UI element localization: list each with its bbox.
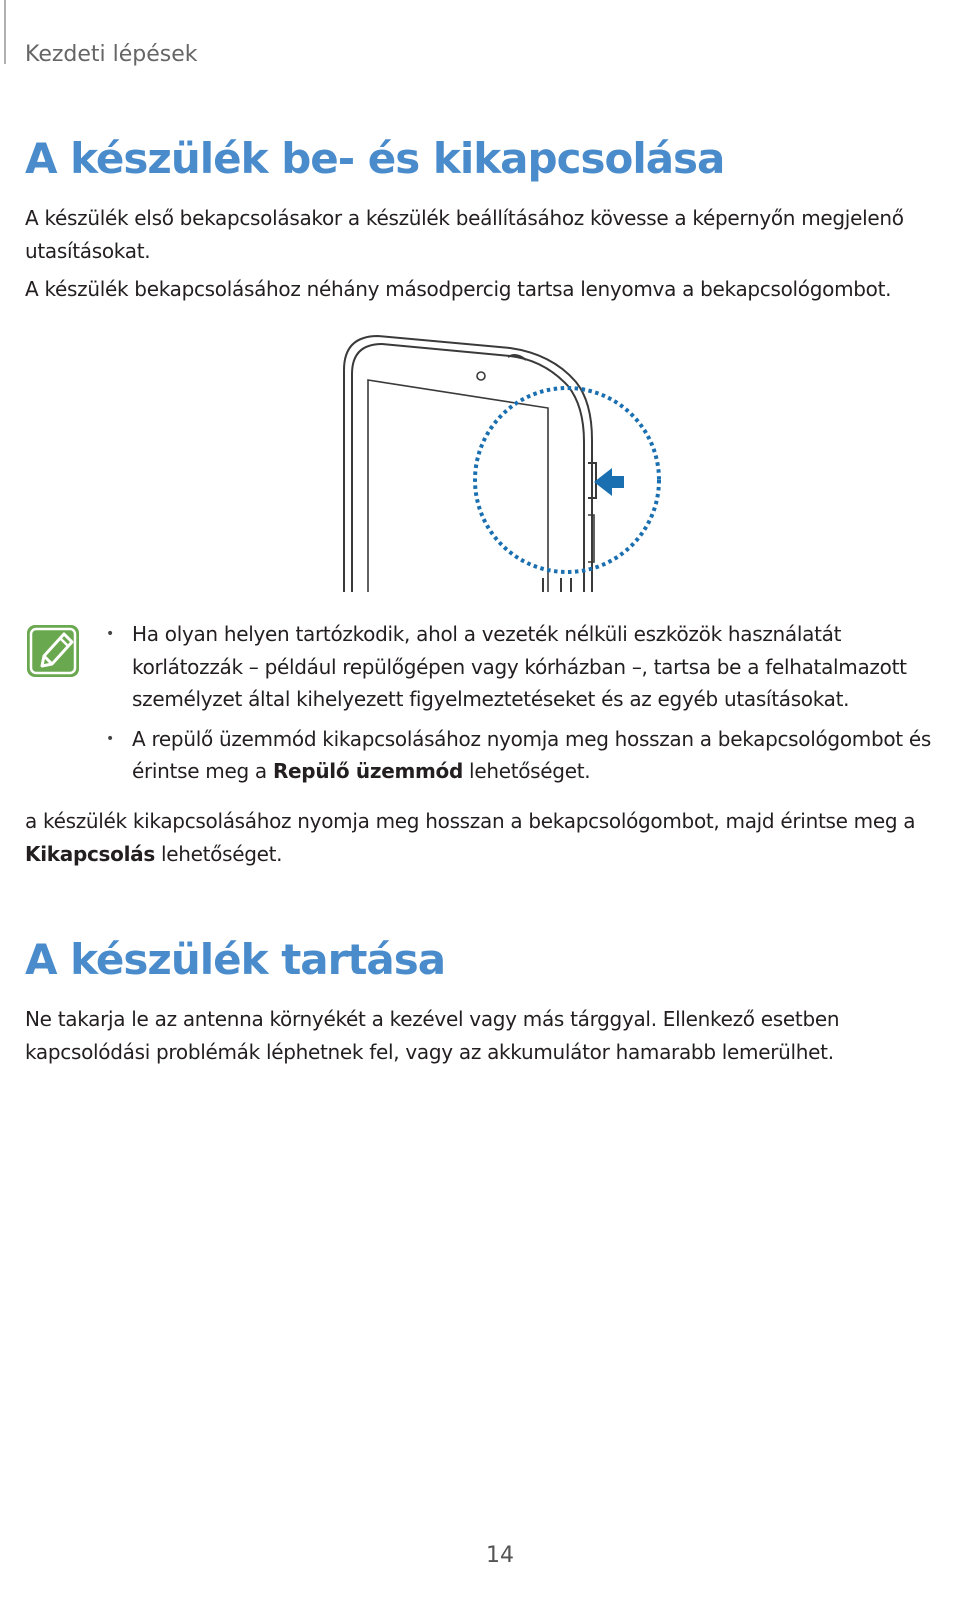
intro-paragraph-2: A készülék bekapcsolásához néhány másodpercig tartsa lenyomva a bekapcsológombot. [25,277,892,301]
turn-off-text-after: lehetőséget. [154,842,283,866]
note-text: Ha olyan helyen tartózkodik, ahol a vezeték nélküli eszközök használatát korlátozzák – például repülőgépen vagy kórházban –, tartsa be a felhatalmazott személyzet által kihelyezett figyelmeztetéseket és az egyéb utasításokat. [132,622,907,711]
note-pencil-icon [26,624,80,678]
header-rule [4,0,6,64]
note-item-airplane-mode [100,723,940,788]
device-power-button-illustration [330,330,670,595]
airplane-mode-option: Repülő üzemmód [272,759,463,783]
turn-off-text-before: a készülék kikapcsolásához nyomja meg hosszan a bekapcsológombot, majd érintse meg a [25,809,916,833]
note-text-after: lehetőséget. [463,759,591,783]
note-item-restricted-areas [100,618,940,716]
intro-paragraph-1: A készülék első bekapcsolásakor a készülék beállításához kövesse a képernyőn megjelenő utasításokat. [25,206,904,263]
holding-section-title: A készülék tartása [25,935,446,984]
power-section-title: A készülék be- és kikapcsolása [25,134,725,183]
turn-off-paragraph [25,805,935,871]
note-text-before: A repülő üzemmód kikapcsolásához nyomja meg hosszan a bekapcsológombot és érintse meg a [132,726,931,783]
bullet-icon: • [106,730,114,747]
page-number: 14 [486,1543,514,1568]
bullet-icon: • [106,626,114,642]
power-off-option: Kikapcsolás [25,842,155,866]
section-header: Kezdeti lépések [25,42,198,67]
note-list [100,618,940,795]
holding-paragraph: Ne takarja le az antenna környékét a kezével vagy más tárggyal. Ellenkező esetben kapcsolódási problémák léphetnek fel, vagy az akkumulátor hamarabb lemerülhet. [25,1007,840,1064]
